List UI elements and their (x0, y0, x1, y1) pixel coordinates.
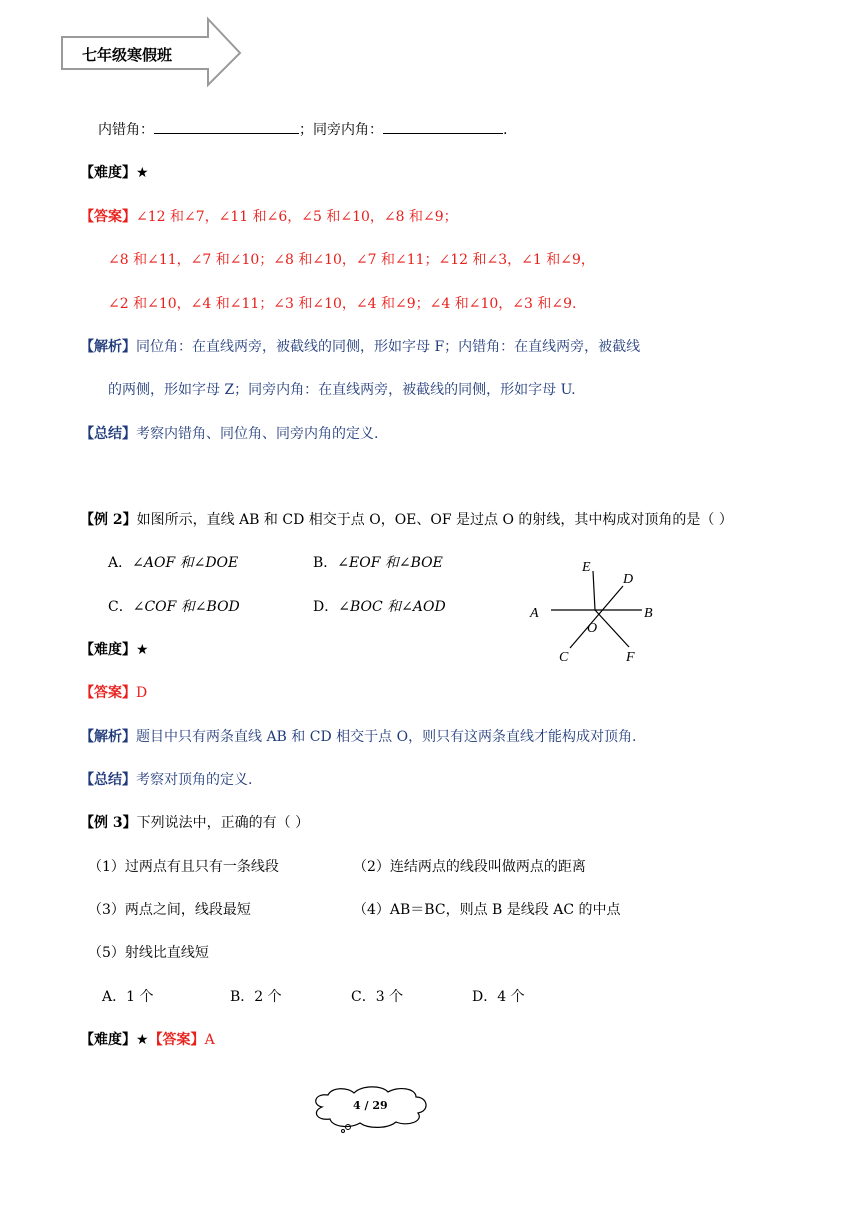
summary-text: 考察内错角、同位角、同旁内角的定义. (136, 426, 379, 442)
ex3-statement-5: （5）射线比直线短 (88, 945, 209, 961)
intersecting-lines-figure (520, 555, 670, 670)
summary-label: 【总结】 (80, 426, 136, 442)
answer-label: 【答案】 (80, 209, 136, 225)
option-key: C． (351, 989, 376, 1005)
q1-answer-line-1 (80, 207, 458, 227)
answer-value: A (204, 1032, 215, 1048)
ex3-statement-4: （4）AB＝BC，则点 B 是线段 AC 的中点 (353, 902, 621, 918)
co-interior-blank (383, 119, 503, 134)
header-title: 七年级寒假班 (82, 46, 173, 64)
q1-analysis-line-2: 的两侧，形如字母 Z；同旁内角：在直线两旁，被截线的同侧，形如字母 U. (108, 382, 576, 398)
answer-text: ∠12 和∠7，∠11 和∠6，∠5 和∠10，∠8 和∠9； (136, 209, 458, 225)
ex3-difficulty-answer (80, 1030, 215, 1050)
sep: ； (299, 122, 313, 138)
ex2-question-text: 如图所示，直线 AB 和 CD 相交于点 O，OE、OF 是过点 O 的射线，其中构成对顶角的是（ ） (136, 512, 733, 528)
difficulty-label: 【难度】 (80, 1032, 136, 1048)
option-text: ∠COF 和∠BOD (132, 599, 240, 615)
ex2-label: 【例 2】 (80, 512, 137, 528)
option-text: 4 个 (497, 989, 525, 1005)
difficulty-label: 【难度】 (80, 165, 136, 181)
line-cd (570, 586, 623, 648)
difficulty-stars: ★ (136, 1032, 149, 1048)
ex3-option-a[interactable] (102, 987, 153, 1007)
point-label-f: F (626, 650, 635, 665)
answer-label: 【答案】 (80, 685, 136, 701)
ex2-question (80, 510, 733, 530)
option-key: C． (108, 599, 133, 615)
ex2-summary (80, 770, 252, 790)
point-label-e: E (582, 560, 591, 575)
ex2-option-c[interactable] (108, 597, 240, 617)
ray-of (595, 610, 629, 647)
ex3-option-b[interactable] (230, 987, 282, 1007)
option-key: B． (313, 555, 338, 571)
ex2-difficulty (80, 640, 149, 660)
point-label-b: B (644, 606, 653, 621)
option-key: D． (472, 989, 498, 1005)
option-text: ∠EOF 和∠BOE (337, 555, 443, 571)
option-key: B． (230, 989, 255, 1005)
difficulty-stars: ★ (136, 165, 149, 181)
ex3-label: 【例 3】 (80, 815, 137, 831)
option-key: A． (102, 989, 127, 1005)
analysis-label: 【解析】 (80, 729, 136, 745)
point-label-a: A (530, 606, 539, 621)
ex2-answer (80, 683, 147, 703)
ex3-statement-2: （2）连结两点的线段叫做两点的距离 (353, 859, 586, 875)
difficulty-stars: ★ (136, 642, 149, 658)
ex3-statement-3: （3）两点之间，线段最短 (88, 902, 251, 918)
point-label-d: D (623, 572, 634, 587)
ex2-analysis (80, 727, 637, 747)
end-mark: . (503, 122, 508, 138)
q1-answer-line-2: ∠8 和∠11，∠7 和∠10；∠8 和∠10，∠7 和∠11；∠12 和∠3，∠1 和∠9， (108, 252, 595, 268)
ex3-option-c[interactable] (351, 987, 403, 1007)
ex2-option-b[interactable] (313, 553, 443, 573)
q1-answer-line-3: ∠2 和∠10，∠4 和∠11；∠3 和∠10，∠4 和∠9；∠4 和∠10，∠3 和∠9. (108, 296, 577, 312)
ray-oe (593, 571, 595, 610)
answer-value: D (136, 685, 148, 701)
analysis-text: 同位角：在直线两旁，被截线的同侧，形如字母 F；内错角：在直线两旁，被截线 (136, 339, 641, 355)
inner-alt-label: 内错角： (98, 122, 154, 138)
point-label-c: C (559, 650, 569, 665)
inner-alt-blank (154, 119, 299, 134)
answer-label: 【答案】 (148, 1032, 205, 1048)
difficulty-label: 【难度】 (80, 642, 136, 658)
q1-summary (80, 424, 378, 444)
point-label-o: O (587, 621, 598, 636)
option-text: ∠BOC 和∠AOD (338, 599, 446, 615)
analysis-label: 【解析】 (80, 339, 136, 355)
ex3-option-d[interactable] (472, 987, 525, 1007)
option-key: A． (108, 555, 133, 571)
summary-label: 【总结】 (80, 772, 136, 788)
option-text: 2 个 (254, 989, 282, 1005)
option-text: ∠AOF 和∠DOE (132, 555, 239, 571)
q1-analysis-line-1 (80, 337, 640, 357)
co-interior-label: 同旁内角： (313, 122, 383, 138)
summary-text: 考察对顶角的定义. (136, 772, 253, 788)
ex2-option-d[interactable] (313, 597, 446, 617)
option-text: 1 个 (126, 989, 154, 1005)
option-text: 3 个 (375, 989, 404, 1005)
q1-difficulty (80, 163, 149, 183)
ex3-question (80, 813, 309, 833)
ex3-statement-1: （1）过两点有且只有一条线段 (88, 859, 279, 875)
q1-tail-line (98, 119, 507, 140)
option-key: D． (313, 599, 339, 615)
analysis-text: 题目中只有两条直线 AB 和 CD 相交于点 O，则只有这两条直线才能构成对顶角. (136, 729, 637, 745)
ex2-option-a[interactable] (108, 553, 238, 573)
ex3-question-text: 下列说法中，正确的有（ ） (136, 815, 310, 831)
page-number: 4 / 29 (353, 1099, 388, 1112)
